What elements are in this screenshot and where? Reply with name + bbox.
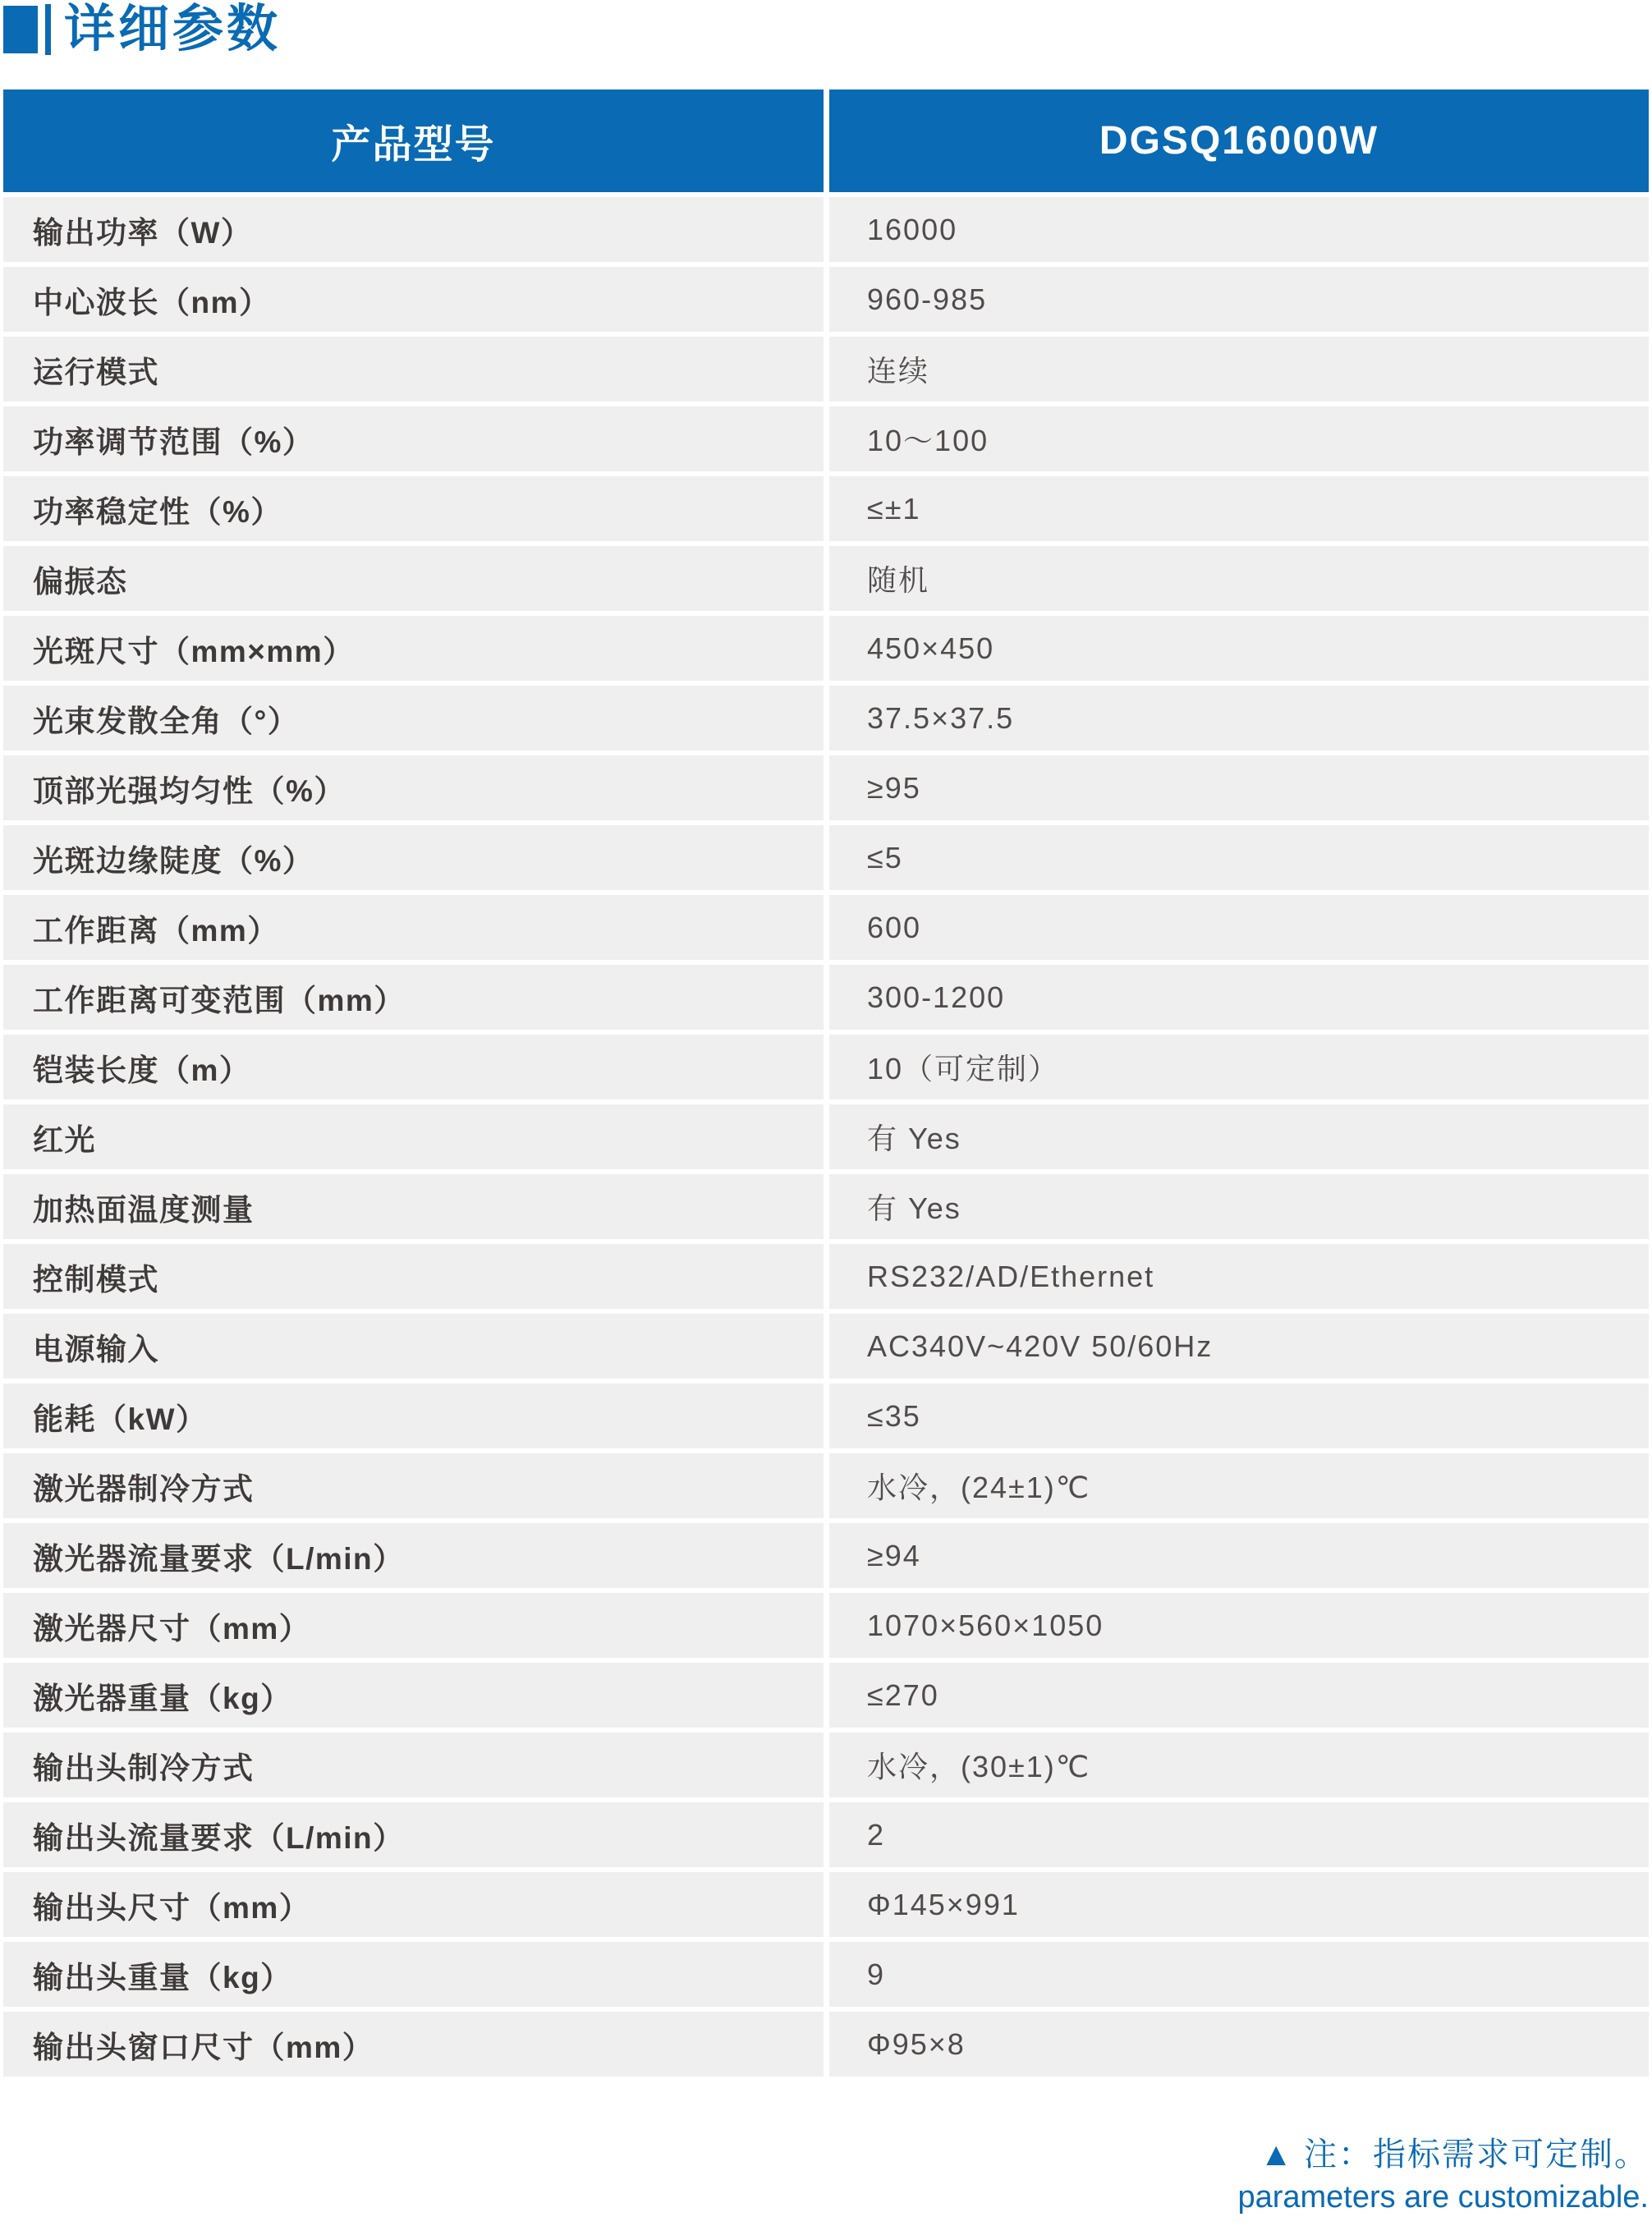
row-label: 中心波长（nm） [3,267,824,332]
table-row [3,1593,1649,1658]
row-label: 激光器制冷方式 [3,1453,824,1518]
table-row [3,686,1649,750]
row-value: ≤5 [829,825,1649,890]
header-cell-model-number: DGSQ16000W [829,89,1649,192]
row-label: 铠装长度（m） [3,1035,824,1099]
row-label: 运行模式 [3,337,824,402]
table-row [3,2012,1649,2077]
row-value: AC340V~420V 50/60Hz [829,1314,1649,1379]
table-row [3,895,1649,960]
row-label: 激光器流量要求（L/min） [3,1523,824,1588]
row-value: 2 [829,1802,1649,1867]
column-divider [824,2012,829,2077]
row-value: 水冷，(24±1)℃ [829,1453,1649,1518]
row-label: 光斑尺寸（mm×mm） [3,616,824,681]
row-label: 工作距离（mm） [3,895,824,960]
row-value: 有 Yes [829,1174,1649,1239]
column-divider [824,89,829,192]
table-row [3,197,1649,262]
column-divider [824,1942,829,2007]
row-value: 水冷，(30±1)℃ [829,1733,1649,1797]
column-divider [824,1663,829,1728]
table-row [3,1244,1649,1309]
row-label: 工作距离可变范围（mm） [3,965,824,1030]
column-divider [824,895,829,960]
table-row [3,546,1649,611]
column-divider [824,1453,829,1518]
column-divider [824,825,829,890]
title-accent-square-icon [3,6,38,53]
table-row [3,1942,1649,2007]
page-title: 详细参数 [64,1,282,57]
column-divider [824,546,829,611]
footer-note-cn: 注：指标需求可定制。 [1304,2137,1649,2173]
spec-table [3,89,1649,2081]
row-value: 10（可定制） [829,1035,1649,1099]
row-label: 输出头尺寸（mm） [3,1872,824,1937]
table-row [3,1035,1649,1099]
row-label: 光束发散全角（°） [3,686,824,750]
column-divider [824,1523,829,1588]
row-label: 功率调节范围（%） [3,406,824,471]
table-row [3,1733,1649,1797]
table-row [3,337,1649,402]
column-divider [824,1733,829,1797]
row-value: 37.5×37.5 [829,686,1649,750]
footer-note [1237,2133,1649,2219]
table-row [3,1384,1649,1448]
row-value: 960-985 [829,267,1649,332]
table-row [3,476,1649,541]
column-divider [824,476,829,541]
row-label: 加热面温度测量 [3,1174,824,1239]
row-value: 600 [829,895,1649,960]
row-label: 光斑边缘陡度（%） [3,825,824,890]
table-row [3,1523,1649,1588]
row-label: 电源输入 [3,1314,824,1379]
triangle-icon: ▲ [1260,2137,1294,2173]
footer-note-en: parameters are customizable. [1237,2180,1649,2215]
row-label: 输出头窗口尺寸（mm） [3,2012,824,2077]
table-row [3,825,1649,890]
table-row [3,965,1649,1030]
header-cell-product-model: 产品型号 [3,89,824,192]
row-value: 10～100 [829,406,1649,471]
table-row [3,406,1649,471]
row-value: 有 Yes [829,1104,1649,1169]
footer-note-cn-line [1237,2133,1649,2176]
row-label: 激光器重量（kg） [3,1663,824,1728]
row-label: 输出头重量（kg） [3,1942,824,2007]
row-label: 输出头制冷方式 [3,1733,824,1797]
row-value: 16000 [829,197,1649,262]
column-divider [824,406,829,471]
table-row [3,267,1649,332]
row-label: 功率稳定性（%） [3,476,824,541]
column-divider [824,686,829,750]
row-value: 9 [829,1942,1649,2007]
row-label: 红光 [3,1104,824,1169]
row-value: ≤35 [829,1384,1649,1448]
row-value: 1070×560×1050 [829,1593,1649,1658]
table-body [3,197,1649,2077]
row-label: 激光器尺寸（mm） [3,1593,824,1658]
column-divider [824,1104,829,1169]
row-value: ≤±1 [829,476,1649,541]
row-value: ≥94 [829,1523,1649,1588]
row-value: 连续 [829,337,1649,402]
table-row [3,616,1649,681]
row-label: 顶部光强均匀性（%） [3,755,824,820]
table-row [3,755,1649,820]
column-divider [824,1174,829,1239]
table-row [3,1104,1649,1169]
column-divider [824,1872,829,1937]
column-divider [824,1384,829,1448]
column-divider [824,1244,829,1309]
row-value: 300-1200 [829,965,1649,1030]
title-accent-bar-icon [45,4,51,55]
column-divider [824,1802,829,1867]
table-row [3,1174,1649,1239]
row-value: Φ145×991 [829,1872,1649,1937]
column-divider [824,755,829,820]
table-header-row [3,89,1649,192]
column-divider [824,197,829,262]
row-label: 控制模式 [3,1244,824,1309]
table-row [3,1314,1649,1379]
column-divider [824,337,829,402]
row-value: 随机 [829,546,1649,611]
row-value: Φ95×8 [829,2012,1649,2077]
column-divider [824,267,829,332]
table-row [3,1663,1649,1728]
column-divider [824,1035,829,1099]
row-value: RS232/AD/Ethernet [829,1244,1649,1309]
table-row [3,1453,1649,1518]
column-divider [824,1593,829,1658]
column-divider [824,965,829,1030]
row-label: 输出功率（W） [3,197,824,262]
column-divider [824,1314,829,1379]
table-row [3,1802,1649,1867]
page-title-block [3,3,281,56]
row-label: 偏振态 [3,546,824,611]
row-label: 输出头流量要求（L/min） [3,1802,824,1867]
column-divider [824,616,829,681]
row-value: ≥95 [829,755,1649,820]
table-row [3,1872,1649,1937]
row-value: ≤270 [829,1663,1649,1728]
row-value: 450×450 [829,616,1649,681]
row-label: 能耗（kW） [3,1384,824,1448]
